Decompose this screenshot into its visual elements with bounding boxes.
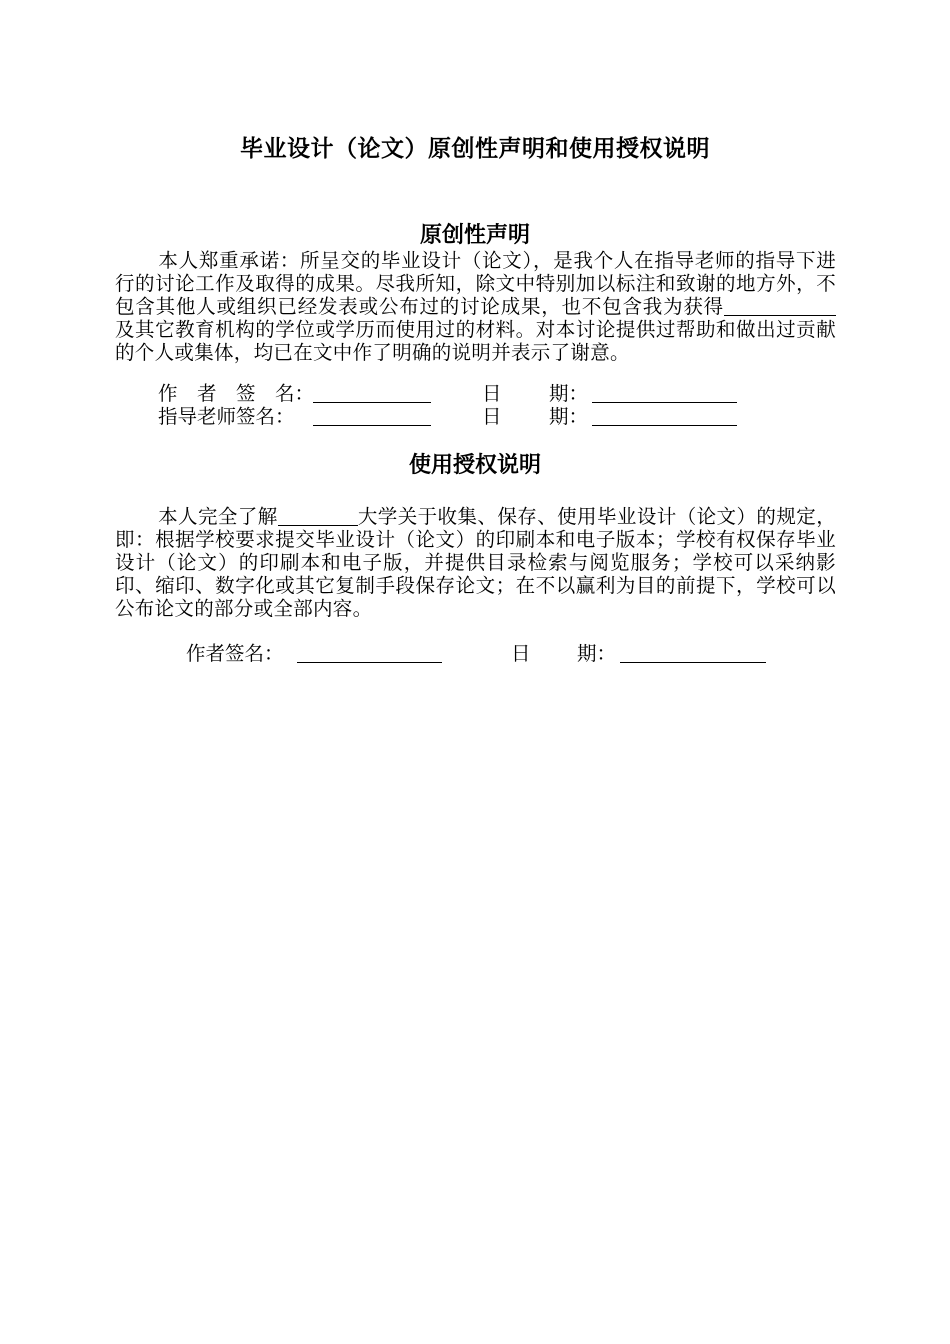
authorization-signature-row [0, 642, 950, 666]
date-label-ri: 日 [511, 642, 531, 665]
authorization-author-label: 作者签名： [186, 642, 284, 665]
document-title: 毕业设计（论文）原创性声明和使用授权说明 [240, 136, 710, 162]
degree-institution-blank[interactable] [724, 296, 836, 316]
authorization-date-line[interactable] [620, 662, 766, 663]
advisor-date-line[interactable] [592, 425, 737, 426]
advisor-signature-line[interactable] [313, 425, 431, 426]
originality-text-part2: 及其它教育机构的学位或学历而使用过的材料。对本讨论提供过帮助和做出过贡献的个人或集体，均已在文中作了明确的说明并表示了谢意。 [115, 318, 836, 364]
date-label-qi: 期： [549, 382, 589, 405]
author-signature-label: 作 者 签 名： [158, 382, 315, 405]
date-label-qi: 期： [549, 405, 589, 428]
authorization-paragraph [115, 505, 836, 620]
authorization-heading: 使用授权说明 [408, 453, 541, 478]
advisor-signature-label: 指导老师签名： [158, 405, 295, 428]
date-label-ri: 日 [482, 382, 502, 405]
originality-heading: 原创性声明 [419, 223, 530, 248]
originality-text-part1: 本人郑重承诺：所呈交的毕业设计（论文），是我个人在指导老师的指导下进行的讨论工作及取得的成果。尽我所知，除文中特别加以标注和致谢的地方外，不包含其他人或组织已经发表或公布过的讨论成果，也不包含我为获得 [115, 249, 836, 318]
university-name-blank[interactable] [278, 506, 358, 526]
date-label-ri: 日 [482, 405, 502, 428]
date-label-qi: 期： [577, 642, 617, 665]
author-signature-row [0, 382, 950, 406]
author-date-line[interactable] [592, 402, 737, 403]
advisor-signature-row [0, 405, 950, 429]
authorization-text-part2: 大学关于收集、保存、使用毕业设计（论文）的规定，即：根据学校要求提交毕业设计（论文）的印刷本和电子版本；学校有权保存毕业设计（论文）的印刷本和电子版，并提供目录检索与阅览服务；学校可以采纳影印、缩印、数字化或其它复制手段保存论文；在不以赢利为目的前提下，学校可以公布论文的部分或全部内容。 [115, 505, 836, 620]
authorization-text-part1: 本人完全了解 [158, 505, 278, 528]
author-signature-line[interactable] [313, 402, 431, 403]
originality-paragraph [115, 249, 836, 364]
authorization-author-line[interactable] [297, 662, 442, 663]
